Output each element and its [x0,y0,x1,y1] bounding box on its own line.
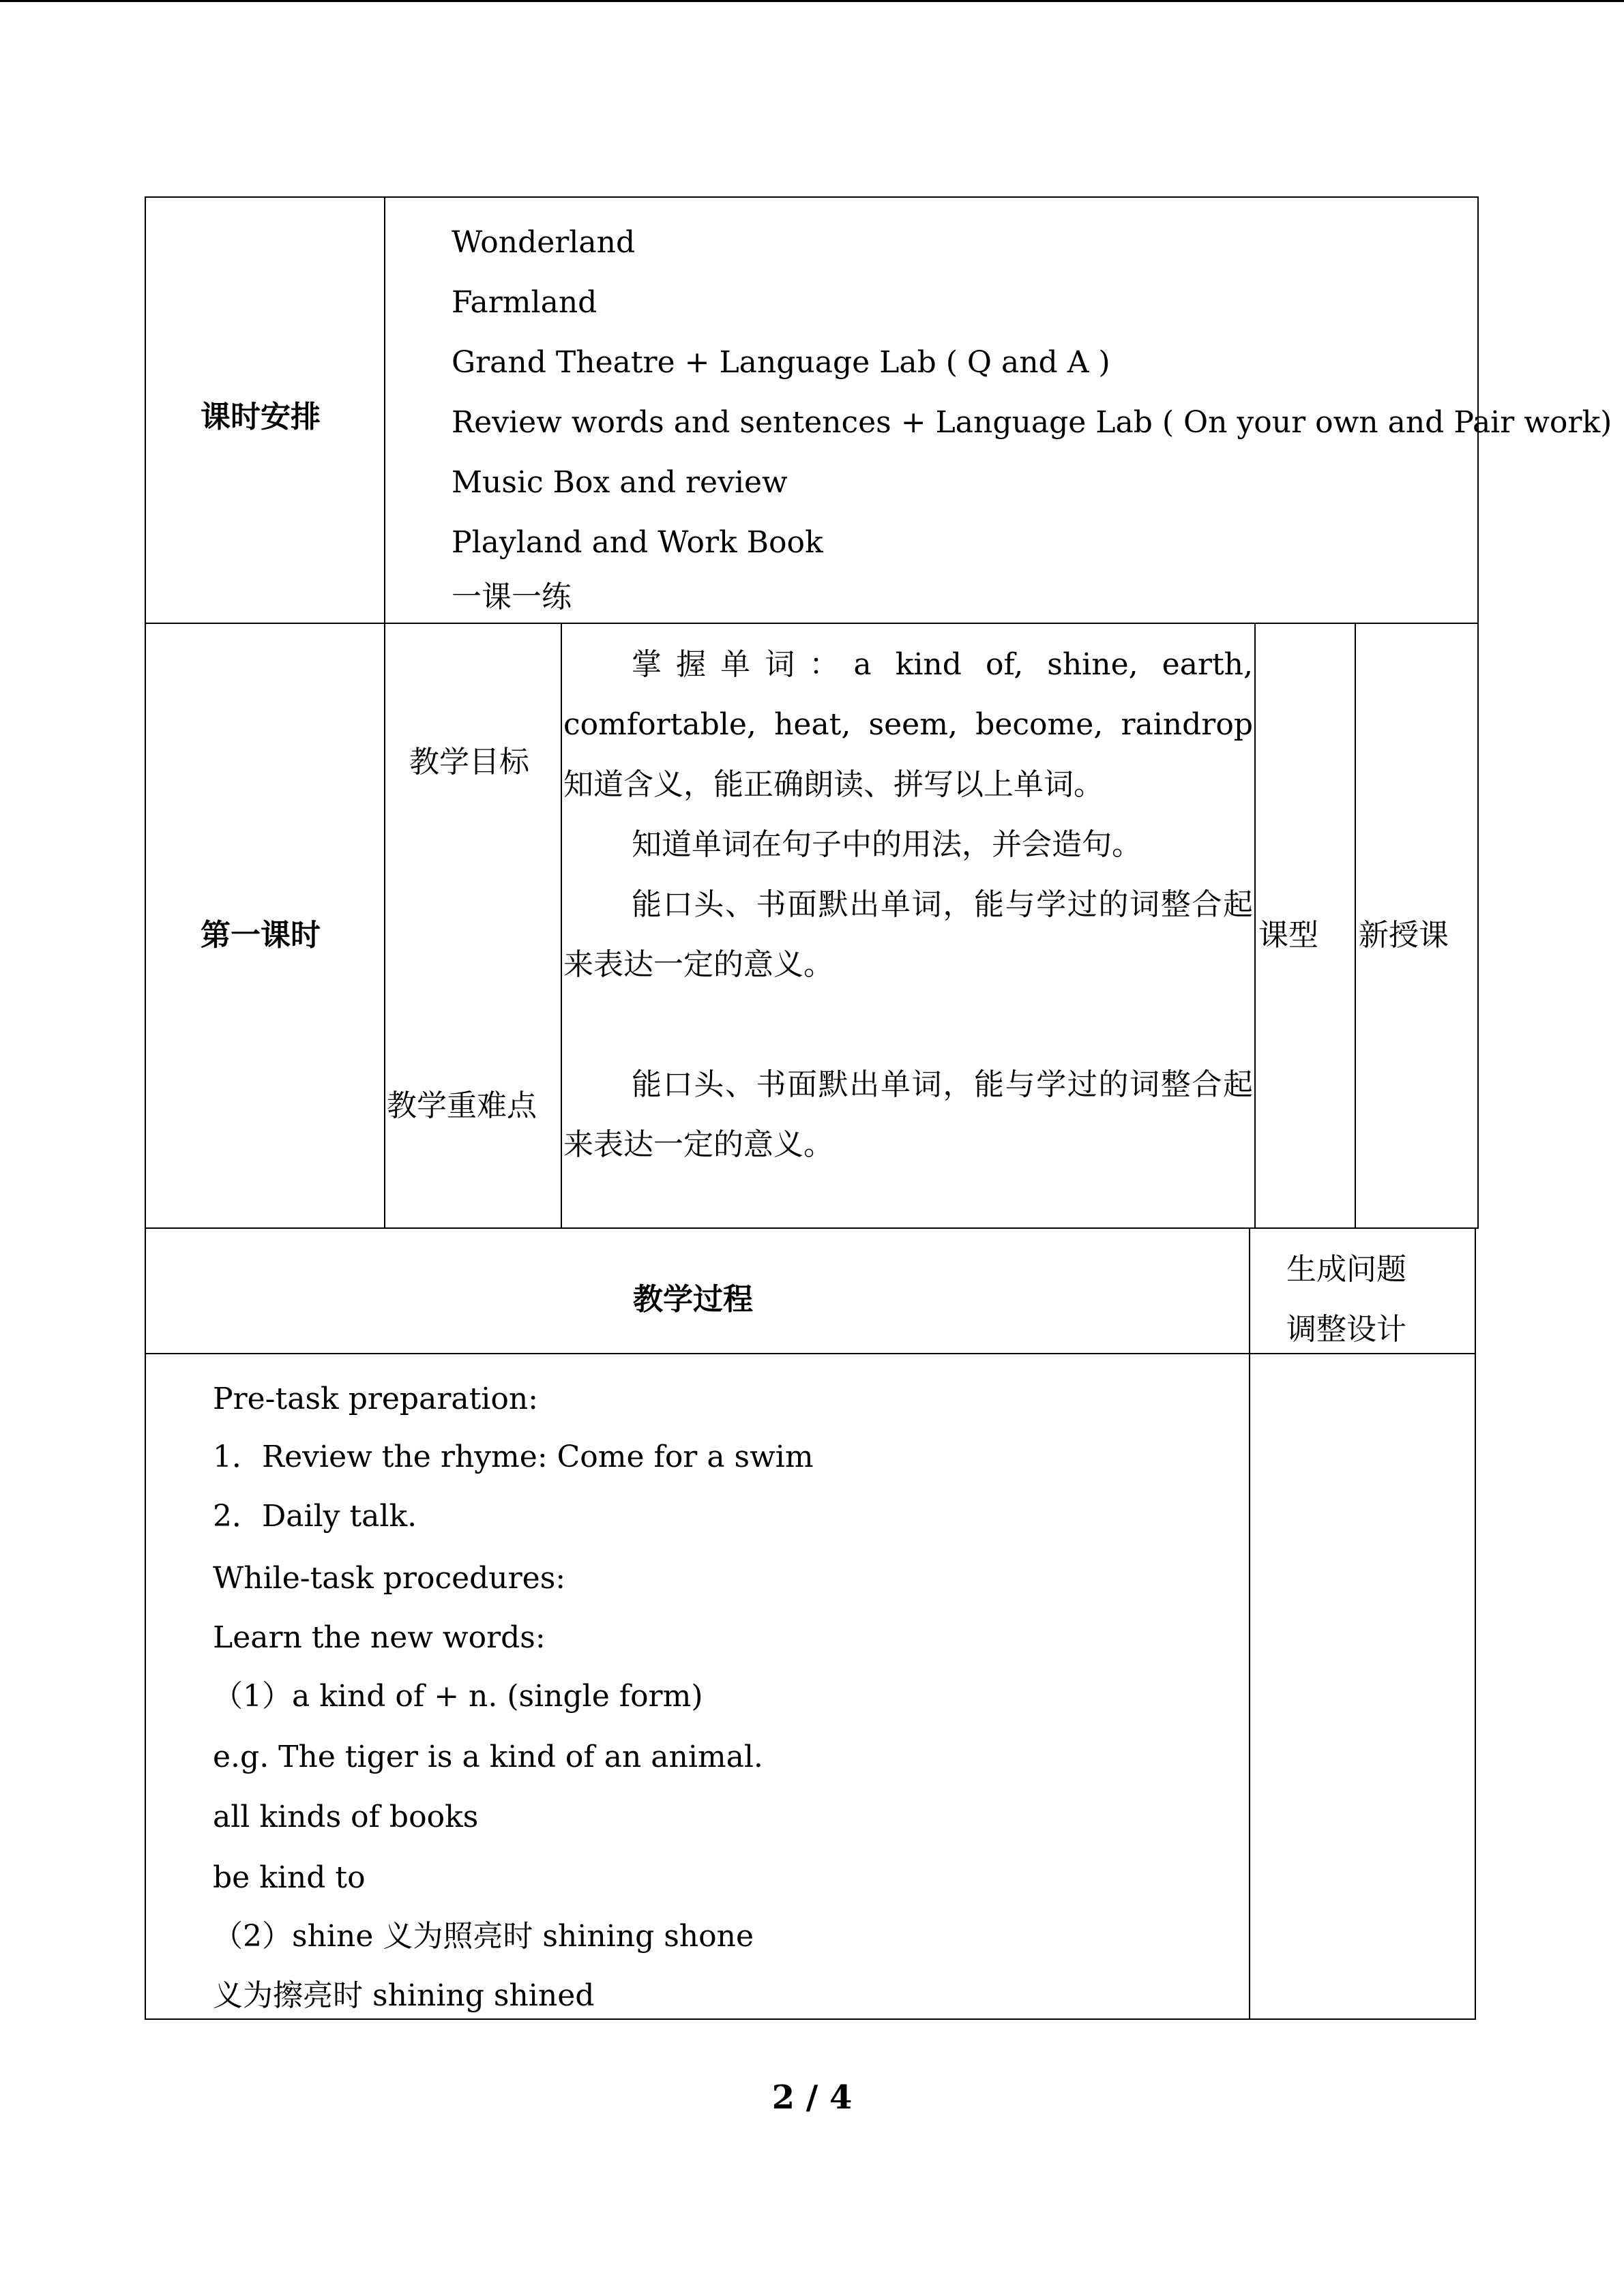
process-line: While-task procedures: [213,1561,566,1596]
schedule-item: Playland and Work Book [452,525,823,560]
lesson1-label: 第一课时 [201,918,321,953]
page-number: 2 / 4 [771,2078,853,2117]
schedule-item: Wonderland [452,225,636,260]
process-line: e.g. The tiger is a kind of an animal. [213,1740,763,1774]
process-line: be kind to [213,1860,366,1895]
type-value: 新授课 [1359,918,1449,953]
process-line: Pre-task preparation: [213,1382,538,1416]
schedule-label: 课时安排 [201,400,321,434]
process-line: （2）shine 义为照亮时 shining shone [213,1919,754,1954]
keypoints-label: 教学重难点 [387,1088,537,1123]
process-line: all kinds of books [213,1800,479,1834]
schedule-item: Review words and sentences + Language Lab ( On your own and Pair work) [452,405,1612,440]
process-line: （1）a kind of + n. (single form) [213,1679,703,1714]
process-line: 义为擦亮时 shining shined [213,1978,595,2013]
objective-item: 知道单词在句子中的用法，并会造句。 [632,827,1142,862]
top-rule [0,0,1624,2]
side-header-line2: 调整设计 [1286,1312,1406,1347]
process-line: Learn the new words: [213,1620,546,1655]
process-header: 教学过程 [633,1282,753,1317]
objectives-text [563,635,1253,995]
process-line: 1．Review the rhyme: Come for a swim [213,1440,814,1474]
schedule-item: Grand Theatre + Language Lab ( Q and A ) [452,345,1110,380]
side-header-line1: 生成问题 [1286,1252,1406,1287]
objectives-label: 教学目标 [409,745,529,779]
schedule-item: 一课一练 [452,580,572,614]
objective-item: 掌握单词：a kind of, shine, earth, comfortable, heat, seem, become, raindrop 知道含义，能正确朗读、拼写以上单词。 [563,647,1253,802]
schedule-item: Music Box and review [452,465,788,500]
objective-item: 能口头、书面默出单词，能与学过的词整合起来表达一定的意义。 [563,887,1253,982]
keypoints-text: 能口头、书面默出单词，能与学过的词整合起来表达一定的意义。 [563,1067,1253,1162]
type-label: 课型 [1258,918,1318,953]
process-line: 2．Daily talk. [213,1499,417,1534]
schedule-item: Farmland [452,285,597,320]
